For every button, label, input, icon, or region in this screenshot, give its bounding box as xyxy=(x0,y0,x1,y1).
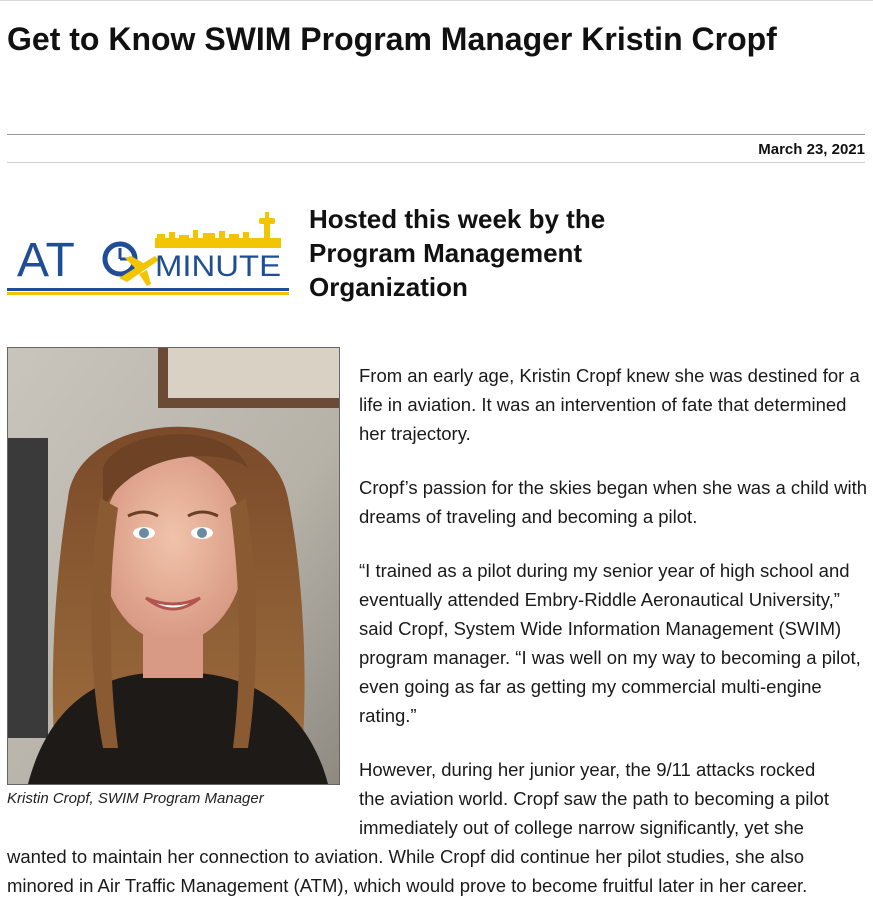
hosted-by-heading: Hosted this week by the Program Management Organization xyxy=(309,204,606,302)
logo-stripe-navy xyxy=(7,288,289,291)
paragraph-4-line-2: the aviation world. Cropf saw the path to becoming a pilot xyxy=(359,788,829,809)
ato-minute-logo xyxy=(7,212,289,296)
article-date: March 23, 2021 xyxy=(758,141,865,158)
paragraph-3: “I trained as a pilot during my senior year of high school and eventually attended Embry-Riddle Aeronautical University,” said Cropf, System Wide Information Management (SWIM) program manager. “I was well on my way to becoming a pilot, even going as far as getting my commercial multi-engine rating.” xyxy=(359,560,861,726)
paragraph-2: Cropf’s passion for the skies began when she was a child with dreams of traveling and becoming a pilot. xyxy=(359,477,867,527)
paragraph-4-line-4: wanted to maintain her connection to aviation. While Cropf did continue her pilot studies, she also xyxy=(7,846,804,867)
top-divider xyxy=(0,0,873,1)
photo-caption: Kristin Cropf, SWIM Program Manager xyxy=(7,790,264,807)
paragraph-4-upper xyxy=(359,755,869,842)
article-title: Get to Know SWIM Program Manager Kristin Cropf xyxy=(7,21,777,57)
paragraph-4-line-1: However, during her junior year, the 9/11 attacks rocked xyxy=(359,759,816,780)
skyline-graphic xyxy=(155,212,281,248)
paragraph-1: From an early age, Kristin Cropf knew she was destined for a life in aviation. It was an intervention of fate that determined her trajectory. xyxy=(359,365,860,444)
portrait-photo xyxy=(7,347,340,785)
logo-stripe-gold xyxy=(7,292,289,295)
paragraph-4-lower xyxy=(7,842,869,900)
logo-at-text: AT xyxy=(17,234,75,287)
logo-minute-text: MINUTE xyxy=(155,250,281,283)
paragraph-4-line-5: minored in Air Traffic Management (ATM), which would prove to become fruitful later in her career. xyxy=(7,875,808,896)
paragraph-4-line-3: immediately out of college narrow significantly, yet she xyxy=(359,817,804,838)
date-bar xyxy=(7,134,865,163)
